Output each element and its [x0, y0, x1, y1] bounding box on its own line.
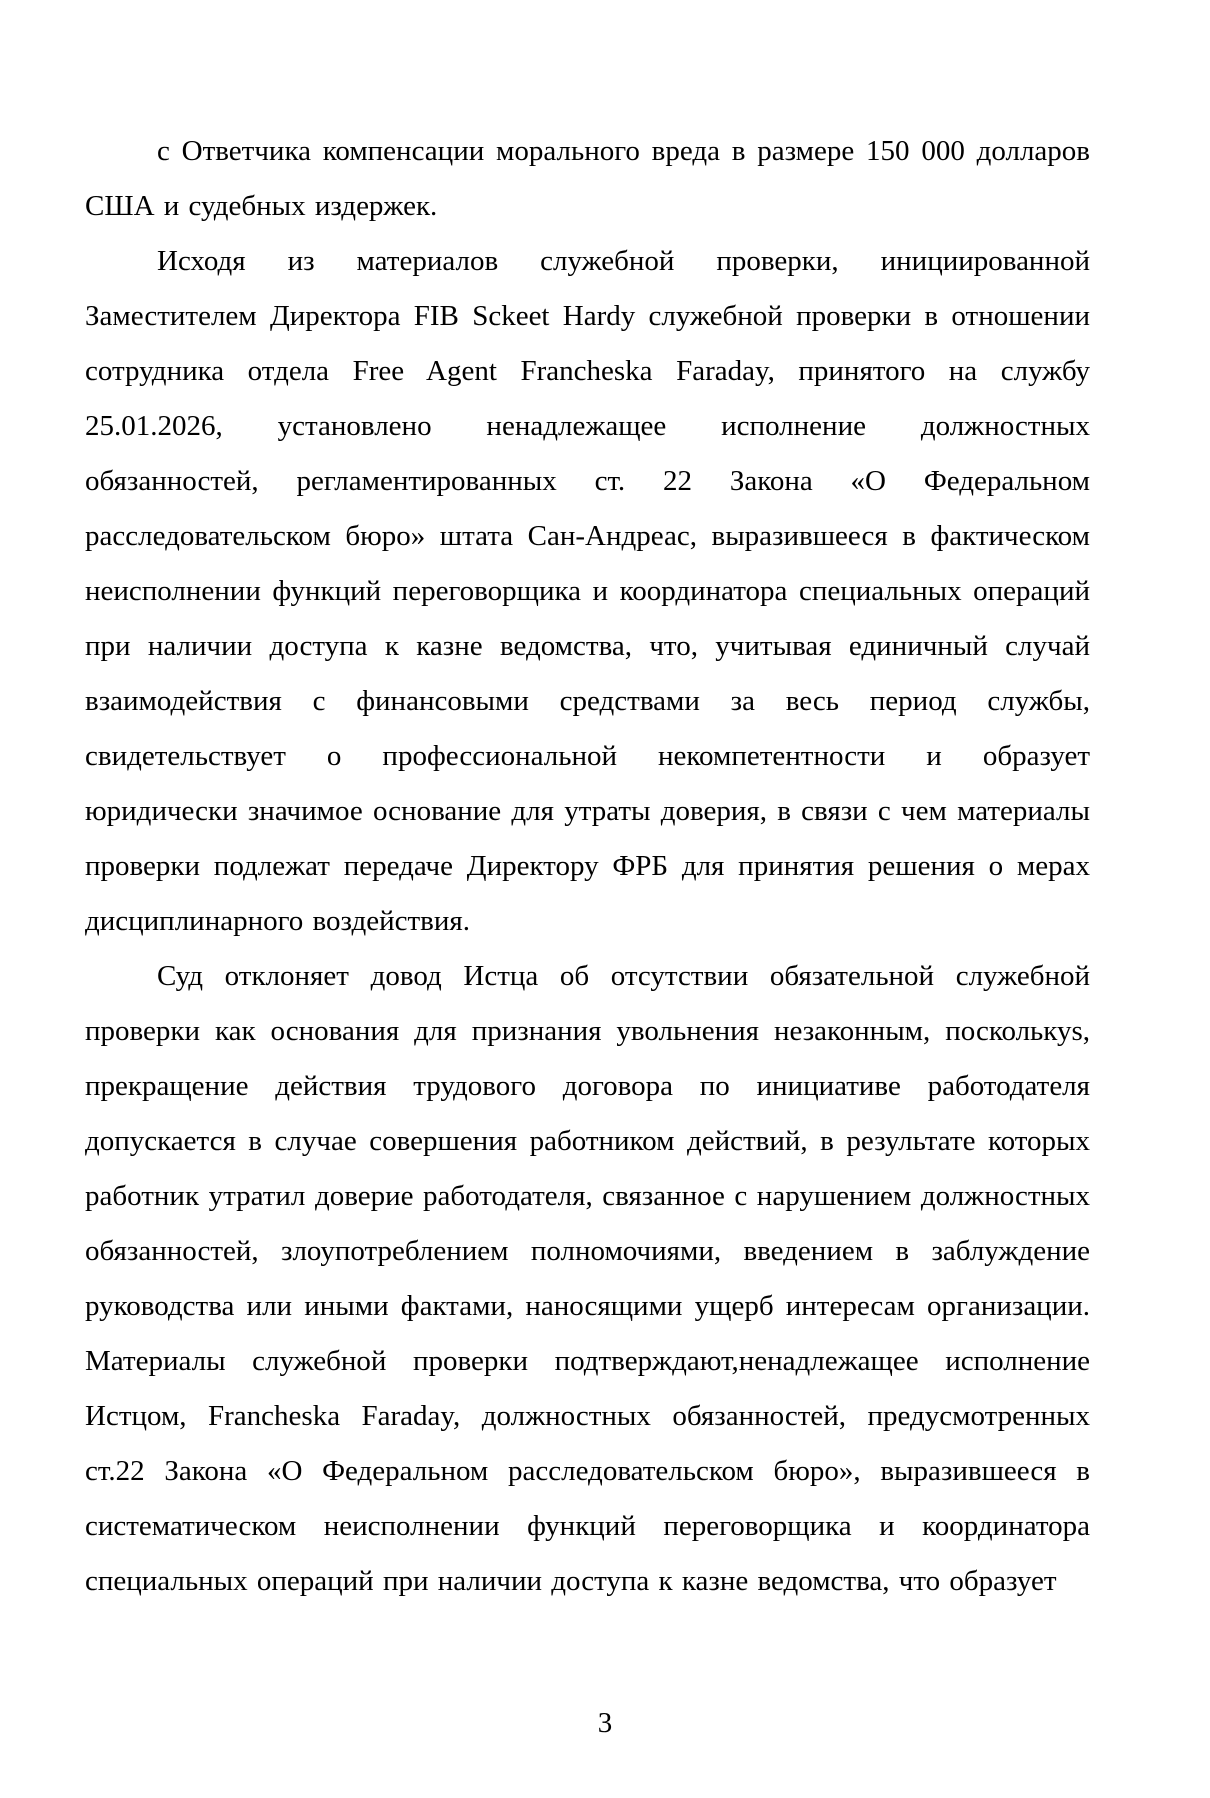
page-number: 3 — [597, 1707, 613, 1739]
body-paragraph: Суд отклоняет довод Истца об отсутствии обязательной служебной проверки как основания для признания увольнения незаконным, посколькуs, прекращение действия трудового договора по инициативе работодателя допускается в случае совершения работником действий, в результате которых работник утратил доверие работодателя, связанное с нарушением должностных обязанностей, злоупотреблением полномочиями, введением в заблуждение руководства или иными фактами, наносящими ущерб интересам организации. Материалы служебной проверки подтверждают,ненадлежащее исполнение Истцом, Francheska Faraday, должностных обязанностей, предусмотренных ст.22 Закона «О Федеральном расследовательском бюро», выразившееся в систематическом неисполнении функций переговорщика и координатора специальных операций при наличии доступа к казне ведомства, что образует — [85, 960, 1090, 1597]
document-body — [85, 124, 1090, 1609]
body-paragraph: Исходя из материалов служебной проверки, инициированной Заместителем Директора FIB Sckeet Hardy служебной проверки в отношении сотрудника отдела Free Agent Francheska Faraday, принятого на службу 25.01.2026, установлено ненадлежащее исполнение должностных обязанностей, регламентированных ст. 22 Закона «О Федеральном расследовательском бюро» штата Сан-Андреас, выразившееся в фактическом неисполнении функций переговорщика и координатора специальных операций при наличии доступа к казне ведомства, что, учитывая единичный случай взаимодействия с финансовыми средствами за весь период службы, свидетельствует о профессиональной некомпетентности и образует юридически значимое основание для утраты доверия, в связи с чем материалы проверки подлежат передаче Директору ФРБ для принятия решения о мерах дисциплинарного воздействия. — [85, 245, 1090, 937]
body-paragraph: с Ответчика компенсации морального вреда в размере 150 000 долларов США и судебных издержек. — [85, 135, 1090, 222]
page-footer — [0, 1696, 1210, 1751]
